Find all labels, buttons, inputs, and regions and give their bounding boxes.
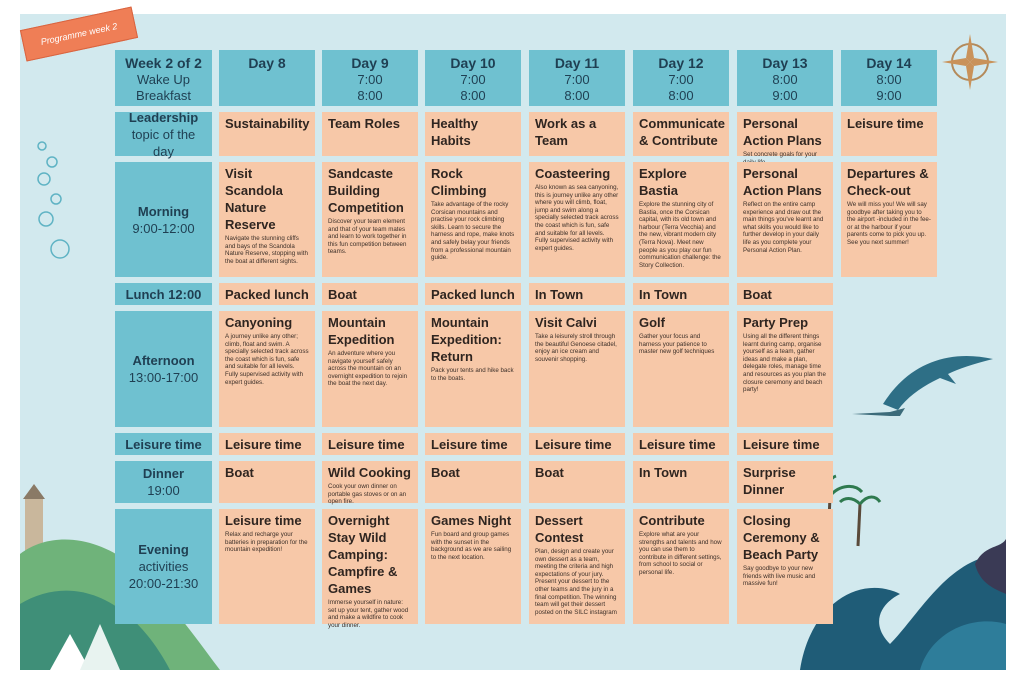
lunch-activity-day-10 (425, 283, 521, 305)
row-label-line: Dinner (142, 466, 185, 481)
activity-description: Reflect on the entire camp experience and draw out the main things you've learnt and what skills you would like to further develop in your daily life as you complete your Personal Action Plan. (743, 201, 824, 254)
leadership-activity-day-12 (633, 112, 729, 156)
activity-title: Packed lunch (225, 287, 309, 302)
activity-title: Leisure time (225, 437, 302, 452)
activity-title: In Town (639, 287, 688, 302)
row-header-leadership (115, 109, 212, 159)
activity-title: Healthy Habits (431, 116, 478, 148)
breakfast-time: 8:00 (357, 88, 383, 103)
wake-up-time: 8:00 (772, 72, 798, 87)
leisure-activity-day-12 (633, 433, 729, 455)
activity-title: Visit Calvi (535, 315, 597, 330)
morning-activity-day-12 (633, 162, 729, 277)
activity-title: Leisure time (431, 437, 508, 452)
breakfast-time: 9:00 (876, 88, 902, 103)
wake-up-time: 7:00 (564, 72, 590, 87)
activity-title: Closing Ceremony & Beach Party (743, 513, 820, 562)
bubbles-decoration (30, 134, 80, 274)
leadership-activity-day-13 (737, 112, 833, 156)
evening-activity-day-11 (529, 509, 625, 624)
day-title: Day 10 (450, 55, 496, 71)
row-label-line: 20:00-21:30 (128, 576, 199, 591)
row-label-line: Evening (138, 542, 189, 557)
activity-title: In Town (535, 287, 584, 302)
row-label-line: 19:00 (147, 483, 180, 498)
row-header-lunch (115, 283, 212, 305)
day-title: Day 8 (248, 55, 286, 71)
activity-description: Take a leisurely stroll through the beautiful Genoese citadel, enjoy an ice cream and souvenir shopping. (535, 333, 617, 363)
evening-activity-day-9 (322, 509, 418, 629)
afternoon-activity-day-11 (529, 311, 625, 427)
evening-activity-day-12 (633, 509, 729, 624)
evening-activity-day-13 (737, 509, 833, 624)
activity-title: Leisure time (847, 116, 924, 131)
activity-title: Communicate & Contribute (639, 116, 725, 148)
activity-title: Mountain Expedition (328, 315, 395, 347)
activity-description: Gather your focus and harness your patience to master new golf techniques (639, 333, 715, 356)
lunch-activity-day-13 (737, 283, 833, 305)
day-header-9 (322, 50, 418, 106)
activity-title: Games Night (431, 513, 512, 528)
activity-description: Pack your tents and hike back to the boats. (431, 367, 514, 382)
leisure-activity-day-8 (219, 433, 315, 455)
activity-description: Take advantage of the rocky Corsican mountains and practise your rock climbing skills. Learn to secure the harness and rope, make knots and safely belay your friends from a professional mountain guide. (431, 201, 515, 262)
row-header-leisure (115, 433, 212, 455)
breakfast-label: Breakfast (136, 88, 191, 103)
row-label-line: Morning (137, 203, 190, 219)
day-header-12 (633, 50, 729, 106)
afternoon-activity-day-12 (633, 311, 729, 427)
activity-title: Golf (639, 315, 665, 330)
activity-title: Explore Bastia (639, 166, 687, 198)
evening-activity-day-10 (425, 509, 521, 624)
leadership-activity-day-8 (219, 112, 315, 156)
activity-description: An adventure where you navigate yourself safely across the mountain on an overnight expedition to rejoin the boat the next day. (328, 350, 408, 388)
activity-description: Cook your own dinner on portable gas stoves or on an open fire. (328, 483, 407, 506)
day-title: Day 12 (658, 55, 704, 71)
morning-activity-day-9 (322, 162, 418, 277)
wake-up-time: 8:00 (876, 72, 902, 87)
dolphin-illustration (878, 334, 1003, 414)
activity-title: Departures & Check-out (847, 166, 929, 198)
activity-title: Personal Action Plans (743, 116, 822, 148)
wake-up-time: 7:00 (668, 72, 694, 87)
activity-title: Wild Cooking (328, 465, 411, 480)
leadership-activity-day-10 (425, 112, 521, 156)
activity-title: Team Roles (328, 116, 401, 131)
activity-title: Leisure time (225, 513, 302, 528)
activity-title: Sustainability (225, 116, 310, 131)
activity-description: Explore the stunning city of Bastia, once the Corsican capital, with its old town and harbour (Terra Vecchia) and the new, vibrant modern city (Terra Nova). Meet new people as you play our fun communication challenge: the Story Collection. (639, 201, 721, 269)
dinner-activity-day-9 (322, 461, 418, 506)
activity-title: Boat (743, 287, 772, 302)
dinner-activity-day-10 (425, 461, 521, 503)
activity-title: Leisure time (743, 437, 820, 452)
activity-description: Discover your team element and that of your team mates and learn to work together in this fun competition between teams. (328, 218, 407, 256)
morning-activity-day-14 (841, 162, 937, 277)
activity-title: Coasteering (535, 166, 611, 181)
afternoon-activity-day-10 (425, 311, 521, 427)
afternoon-activity-day-13 (737, 311, 833, 427)
day-title: Day 11 (554, 55, 600, 71)
wake-up-label: Wake Up (137, 72, 190, 87)
dinner-activity-day-13 (737, 461, 833, 503)
leisure-activity-day-11 (529, 433, 625, 455)
activity-title: Canyoning (225, 315, 293, 330)
row-label-line: Afternoon (132, 353, 195, 368)
morning-activity-day-13 (737, 162, 833, 277)
activity-title: Boat (431, 465, 460, 480)
activity-title: Sandcaste Building Competition (328, 166, 404, 215)
activity-description: Using all the different things learnt during camp, organise yourself as a team, gather ideas and make a plan, delegate roles, manage time and resources as you plan the closure ceremony and beach party! (743, 333, 826, 394)
row-label-line: Lunch 12:00 (125, 286, 202, 302)
row-header-afternoon (115, 311, 212, 427)
leadership-activity-day-14 (841, 112, 937, 156)
activity-title: Boat (535, 465, 564, 480)
day-header-14 (841, 50, 937, 106)
activity-description: A journey unlike any other; climb, float and swim. A specially selected track across the coast which is fun, safe and suitable for all levels. Fully supervised activity with expert guides. (225, 333, 309, 386)
activity-description: Navigate the stunning cliffs and bays of the Scandola Nature Reserve, stopping with the boat at different sights. (225, 235, 308, 265)
activity-description: Also known as sea canyoning, this is journey unlike any other where you will climb, float, jump and swim along a specially selected track across the coast which is fun, safe and suitable for all levels. Fully supervised activity with expert guides. (535, 184, 619, 252)
breakfast-time: 8:00 (668, 88, 694, 103)
dinner-activity-day-8 (219, 461, 315, 503)
activity-title: Packed lunch (431, 287, 515, 302)
activity-title: Overnight Stay Wild Camping: Campfire & Games (328, 513, 398, 596)
activity-title: Leisure time (639, 437, 716, 452)
diver-illustration (850, 404, 910, 424)
activity-description: Plan, design and create your own dessert as a team, meeting the criteria and high expectations of your jury. Present your dessert to the other teams and the jury in a final competition. The winning team will get their dessert posted on the SILC instagram (535, 548, 617, 616)
programme-week-banner: Programme week 2 (20, 6, 138, 61)
leisure-activity-day-10 (425, 433, 521, 455)
activity-title: Party Prep (743, 315, 809, 330)
breakfast-time: 8:00 (564, 88, 590, 103)
activity-title: Boat (225, 465, 254, 480)
row-header-evening (115, 509, 212, 624)
morning-activity-day-8 (219, 162, 315, 277)
activity-description: Relax and recharge your batteries in preparation for the mountain expedition! (225, 531, 308, 554)
activity-description: Explore what are your strengths and talents and how you can use them to contribute in different settings, from school to social or personal life. (639, 531, 722, 576)
row-label-line: activities (138, 559, 189, 574)
evening-activity-day-8 (219, 509, 315, 624)
leadership-activity-day-11 (529, 112, 625, 156)
day-header-10 (425, 50, 521, 106)
activity-title: Mountain Expedition: Return (431, 315, 502, 364)
activity-title: Contribute (639, 513, 705, 528)
morning-activity-day-10 (425, 162, 521, 277)
dinner-activity-day-11 (529, 461, 625, 503)
activity-description: We will miss you! We will say goodbye after taking you to the airport -included in the fee- or at the harbour if your parents come to pick you up. See you next summer! (847, 201, 931, 246)
week-header (115, 50, 212, 106)
day-header-8 (219, 50, 315, 106)
breakfast-time: 9:00 (772, 88, 798, 103)
lunch-activity-day-9 (322, 283, 418, 305)
activity-title: Surprise Dinner (743, 465, 796, 497)
activity-title: Work as a Team (535, 116, 597, 148)
day-title: Day 14 (866, 55, 912, 71)
activity-description: Fun board and group games with the sunset in the background as we are sailing to the next location. (431, 531, 512, 561)
wake-up-time: 7:00 (357, 72, 383, 87)
row-header-dinner (115, 461, 212, 503)
row-header-morning (115, 162, 212, 277)
leisure-activity-day-9 (322, 433, 418, 455)
day-header-13 (737, 50, 833, 106)
activity-title: Dessert Contest (535, 513, 584, 545)
afternoon-activity-day-8 (219, 311, 315, 427)
week-title: Week 2 of 2 (125, 55, 202, 71)
row-label-line: 9:00-12:00 (132, 220, 195, 236)
activity-description: Say goodbye to your new friends with live music and massive fun! (743, 565, 816, 588)
activity-title: Leisure time (535, 437, 612, 452)
row-label-line: 13:00-17:00 (128, 370, 199, 385)
row-label-line: Leadership (128, 109, 199, 125)
activity-title: Rock Climbing (431, 166, 487, 198)
day-title: Day 13 (762, 55, 808, 71)
compass-icon (940, 32, 1000, 92)
day-title: Day 9 (351, 55, 389, 71)
activity-title: In Town (639, 465, 688, 480)
afternoon-activity-day-9 (322, 311, 418, 427)
breakfast-time: 8:00 (460, 88, 486, 103)
wake-up-time: 7:00 (460, 72, 486, 87)
activity-title: Visit Scandola Nature Reserve (225, 166, 283, 232)
lunch-activity-day-12 (633, 283, 729, 305)
activity-description: Set concrete goals for your (743, 151, 817, 158)
lunch-activity-day-8 (219, 283, 315, 305)
activity-description: Immerse yourself in nature: set up your tent, gather wood and make a wildfire to cook your dinner. (328, 599, 409, 629)
row-label-line: topic of the day (131, 126, 196, 159)
lunch-activity-day-11 (529, 283, 625, 305)
morning-activity-day-11 (529, 162, 625, 277)
activity-title: Personal Action Plans (743, 166, 822, 198)
leadership-activity-day-9 (322, 112, 418, 156)
dinner-activity-day-12 (633, 461, 729, 503)
row-label-line: Leisure time (125, 436, 202, 452)
activity-title: Leisure time (328, 437, 405, 452)
activity-title: Boat (328, 287, 357, 302)
day-header-11 (529, 50, 625, 106)
leisure-activity-day-13 (737, 433, 833, 455)
